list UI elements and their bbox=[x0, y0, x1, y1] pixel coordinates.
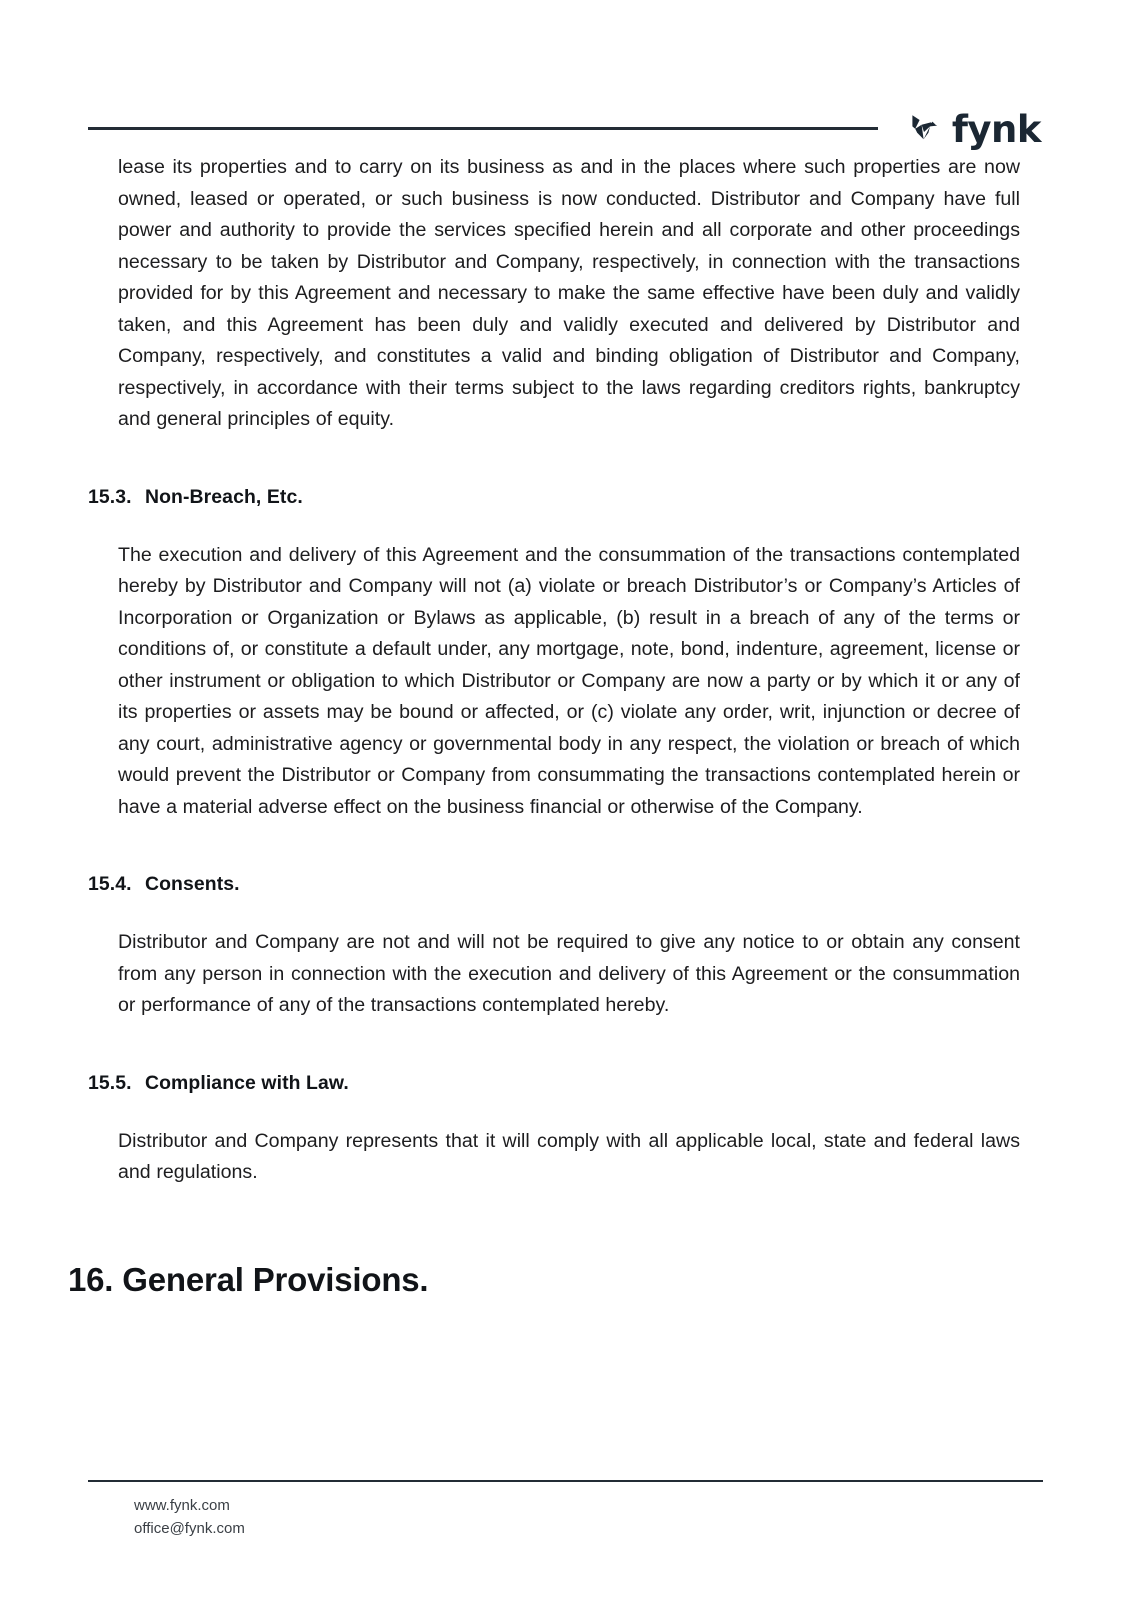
section-spacer bbox=[68, 1022, 1063, 1070]
header-divider-rule bbox=[88, 127, 878, 130]
fynk-brand-logo bbox=[902, 107, 1043, 151]
document-body bbox=[68, 152, 1063, 1301]
page-header bbox=[88, 96, 1043, 160]
fynk-wordmark: fynk bbox=[951, 107, 1041, 151]
section-heading-15-4 bbox=[68, 871, 1063, 897]
footer-email: office@fynk.com bbox=[134, 1520, 245, 1537]
section-title-15-4: Consents. bbox=[145, 873, 240, 895]
page-footer bbox=[88, 1480, 1043, 1540]
section-heading-15-3 bbox=[68, 484, 1063, 510]
section-body-15-4: Distributor and Company are not and will not be required to give any notice to or obtain any consent from any person in connection with the execution and delivery of this Agreement or the consummation or performance of any of the transactions contemplated hereby. bbox=[118, 931, 1020, 1016]
section-spacer bbox=[68, 1189, 1063, 1237]
section-body-15-5: Distributor and Company represents that it will comply with all applicable local, state and federal laws and regulations. bbox=[118, 1129, 1020, 1183]
section-heading-15-5 bbox=[68, 1070, 1063, 1096]
section-heading-16: 16. General Provisions. bbox=[68, 1260, 429, 1298]
section-title-15-5: Compliance with Law. bbox=[145, 1071, 349, 1094]
fynk-origami-bird-logo-icon bbox=[902, 108, 942, 148]
section-number-15-3: 15.3. bbox=[88, 485, 132, 508]
intro-paragraph: lease its properties and to carry on its business as and in the places where such properties are now owned, leased or operated, or such business is now conducted. Distributor and Company have full power and authority to provide the services specified herein and all corporate and other proceedings necessary to be taken by Distributor and Company, respectively, in connection with the transactions provided for by this Agreement and necessary to make the same effective have been duly and validly taken, and this Agreement has been duly and validly executed and delivered by Distributor and Company, respectively, and constitutes a valid and binding obligation of Distributor and Company, respectively, in accordance with their terms subject to the laws regarding creditors rights, bankruptcy and general principles of equity. bbox=[118, 156, 1020, 430]
footer-contact-block bbox=[88, 1482, 1043, 1540]
heading-body-spacer bbox=[68, 1096, 1063, 1126]
section-number-15-5: 15.5. bbox=[88, 1071, 132, 1094]
section-spacer bbox=[68, 823, 1063, 871]
heading-body-spacer bbox=[68, 510, 1063, 540]
section-spacer bbox=[68, 436, 1063, 484]
section-number-15-4: 15.4. bbox=[88, 873, 132, 895]
section-body-15-3: The execution and delivery of this Agreement and the consummation of the transactions contemplated hereby by Distributor and Company will not (a) violate or breach Distributor’s or Company’s Articles of Incorporation or Organization or Bylaws as applicable, (b) result in a breach of any of the terms or conditions of, or constitute a default under, any mortgage, note, bond, indenture, agreement, license or other instrument or obligation to which Distributor or Company are now a party or by which it or any of its properties or assets may be bound or affected, or (c) violate any order, writ, injunction or decree of any court, administrative agency or governmental body in any respect, the violation or breach of which would prevent the Distributor or Company from consummating the transactions contemplated herein or have a material adverse effect on the business financial or otherwise of the Company. bbox=[118, 543, 1020, 818]
section-spacer bbox=[68, 1237, 1063, 1259]
heading-body-spacer bbox=[68, 897, 1063, 927]
section-title-15-3: Non-Breach, Etc. bbox=[145, 485, 303, 508]
footer-website: www.fynk.com bbox=[134, 1497, 230, 1514]
